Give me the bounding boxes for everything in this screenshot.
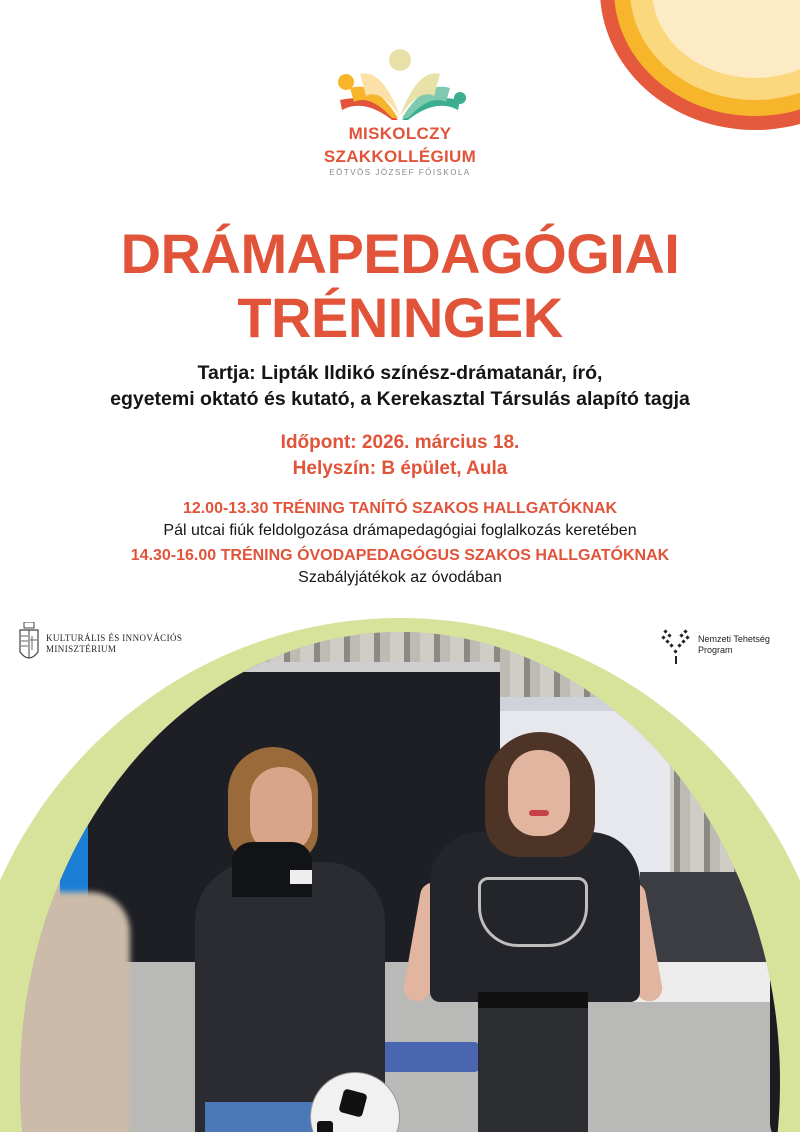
student-lips xyxy=(529,810,549,816)
session-description: Pál utcai fiúk feldolgozása drámapedagógiai foglalkozás keretében xyxy=(163,522,637,539)
title-line2: TRÉNINGEK xyxy=(237,286,563,349)
event-date: Időpont: 2026. március 18. xyxy=(280,432,520,453)
blurred-person xyxy=(770,872,780,1132)
presenter-line1: Tartja: Lipták Ildikó színész-drámatanár, író, xyxy=(197,362,603,384)
session-title: 12.00-13.30 TRÉNING TANÍTÓ SZAKOS HALLGATÓKNAK xyxy=(182,500,618,517)
trainer-face xyxy=(250,767,312,853)
ntp-logo-icon xyxy=(660,624,692,666)
ntp-name-line2: Program xyxy=(698,645,733,655)
student-face xyxy=(508,750,570,836)
logo xyxy=(0,48,800,177)
ministry-name-line2: MINISZTÉRIUM xyxy=(46,644,117,654)
title-line1: DRÁMAPEDAGÓGIAI xyxy=(120,222,680,285)
page-title xyxy=(0,222,800,350)
trainer-jeans xyxy=(205,1102,315,1132)
open-book-people-icon xyxy=(320,48,480,120)
ministry-name-line1: KULTURÁLIS ÉS INNOVÁCIÓS xyxy=(46,633,183,643)
logo-name-line2: SZAKKOLLÉGIUM xyxy=(323,147,477,166)
event-info xyxy=(0,430,800,482)
logo-subtitle: EÖTVÖS JÓZSEF FŐISKOLA xyxy=(329,168,471,177)
session-description: Szabályjátékok az óvodában xyxy=(298,569,502,586)
event-photo xyxy=(20,632,780,1132)
session-title: 14.30-16.00 TRÉNING ÓVODAPEDAGÓGUS SZAKOS HALLGATÓKNAK xyxy=(130,547,670,564)
photo-frame xyxy=(0,618,800,1132)
student-jeans xyxy=(478,1008,588,1132)
photo-scene xyxy=(20,632,780,1132)
presenter-line2: egyetemi oktató és kutató, a Kerekasztal Társulás alapító tagja xyxy=(110,388,690,410)
sponsor-ministry xyxy=(18,622,182,666)
session-list xyxy=(0,498,800,592)
ntp-name-line1: Nemzeti Tehetség xyxy=(698,634,770,644)
name-tag xyxy=(290,870,312,884)
shirt-print xyxy=(478,877,588,947)
cabinet xyxy=(640,872,780,962)
logo-name-line1: MISKOLCZY xyxy=(348,124,452,143)
presenter-info xyxy=(0,360,800,412)
hungarian-coat-of-arms-icon xyxy=(18,622,40,666)
sponsor-ntp xyxy=(660,624,770,666)
event-location: Helyszín: B épület, Aula xyxy=(292,458,508,479)
student-belt xyxy=(478,992,588,1008)
blurred-person xyxy=(20,892,130,1132)
